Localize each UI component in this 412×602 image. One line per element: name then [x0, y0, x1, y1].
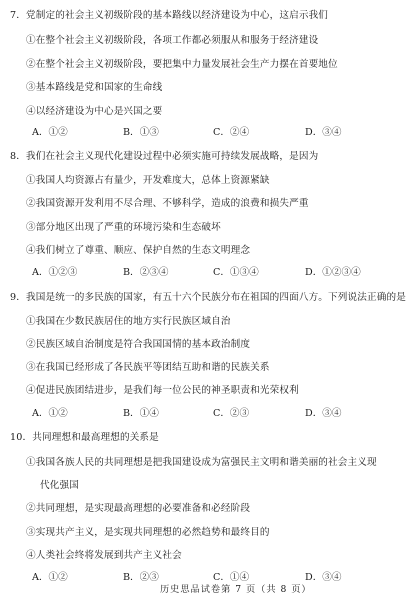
choice-c: C．①④: [213, 572, 250, 583]
question-8-option-2: ②我国资源开发利用不尽合理、不够科学，造成的浪费和损失严重: [26, 198, 309, 209]
question-9-option-2: ②民族区域自治制度是符合我国国情的基本政治制度: [26, 339, 251, 350]
choice-a: A．①②: [32, 408, 68, 419]
choice-a: A．①②③: [32, 267, 78, 278]
choice-c: C．②④: [213, 127, 250, 138]
question-7-option-4: ④以经济建设为中心是兴国之要: [26, 106, 163, 117]
question-8-option-3: ③部分地区出现了严重的环境污染和生态破坏: [26, 222, 221, 233]
question-8-stem: 8．我们在社会主义现代化建设过程中必须实施可持续发展战略，是因为: [10, 151, 319, 162]
choice-b: B．②③: [123, 572, 159, 583]
question-8-choices: [0, 267, 412, 279]
question-9-option-3: ③在我国已经形成了各民族平等团结互助和谐的民族关系: [26, 362, 270, 373]
question-9-stem: 9．我国是统一的多民族的国家，有五十六个民族分布在祖国的四面八方。下列说法正确的是: [10, 292, 407, 303]
question-8-option-1: ①我国人均资源占有量少，开发难度大，总体上资源紧缺: [26, 175, 270, 186]
question-7-option-3: ③基本路线是党和国家的生命线: [26, 82, 163, 93]
question-7-option-1: ①在整个社会主义初级阶段，各项工作都必须服从和服务于经济建设: [26, 35, 319, 46]
choice-d: D．③④: [305, 127, 342, 138]
question-8-option-4: ④我们树立了尊重、顺应、保护自然的生态文明理念: [26, 245, 251, 256]
page-footer: 历史思品试卷第 7 页（共 8 页）: [160, 584, 312, 595]
choice-c: C．①③④: [213, 267, 259, 278]
question-7-stem: 7．党制定的社会主义初级阶段的基本路线以经济建设为中心，这启示我们: [10, 10, 329, 21]
question-10-option-3: ③实现共产主义，是实现共同理想的必然趋势和最终目的: [26, 527, 270, 538]
question-10-option-1-continued: 代化强国: [40, 480, 79, 491]
question-10-choices: [0, 572, 412, 584]
question-10-option-4: ④人类社会终将发展到共产主义社会: [26, 550, 182, 561]
question-9-option-4: ④促进民族团结进步，是我们每一位公民的神圣职责和光荣权利: [26, 385, 299, 396]
choice-c: C．②③: [213, 408, 250, 419]
choice-d: D．③④: [305, 408, 342, 419]
question-7-option-2: ②在整个社会主义初级阶段，要把集中力量发展社会生产力摆在首要地位: [26, 59, 338, 70]
question-9-choices: [0, 408, 412, 420]
question-10-stem: 10．共同理想和最高理想的关系是: [10, 432, 159, 443]
choice-b: B．②③④: [123, 267, 169, 278]
choice-a: A．①②: [32, 127, 68, 138]
question-9-option-1: ①我国在少数民族居住的地方实行民族区域自治: [26, 316, 231, 327]
choice-b: B．①④: [123, 408, 159, 419]
choice-b: B．①③: [123, 127, 159, 138]
choice-d: D．①②③④: [305, 267, 361, 278]
question-10-option-1: ①我国各族人民的共同理想是把我国建设成为富强民主文明和谐美丽的社会主义现: [26, 457, 377, 468]
question-10-option-2: ②共同理想，是实现最高理想的必要准备和必经阶段: [26, 503, 251, 514]
choice-a: A．①②: [32, 572, 68, 583]
question-7-choices: [0, 127, 412, 139]
choice-d: D．③④: [305, 572, 342, 583]
